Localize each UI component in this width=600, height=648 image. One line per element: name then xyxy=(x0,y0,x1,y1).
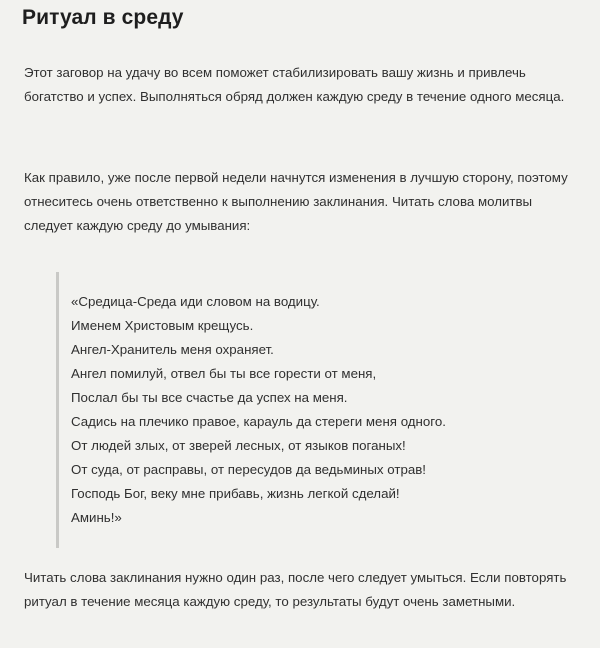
conclusion-paragraph: Читать слова заклинания нужно один раз, после чего следует умыться. Если повторять ритуал в течение месяца каждую среду, то результаты будут очень заметными. xyxy=(24,570,567,609)
prayer-blockquote xyxy=(56,272,576,548)
prayer-line: Ангел-Хранитель меня охраняет. xyxy=(71,342,274,357)
instructions-paragraph: Как правило, уже после первой недели начнутся изменения в лучшую сторону, поэтому отнеситесь очень ответственно к выполнению заклинания. Читать слова молитвы следует каждую среду до умывания: xyxy=(24,170,568,233)
prayer-line: Аминь!» xyxy=(71,510,122,525)
article-title: Ритуал в среду xyxy=(22,6,184,29)
prayer-line: От людей злых, от зверей лесных, от языков поганых! xyxy=(71,438,406,453)
prayer-line: Именем Христовым крещусь. xyxy=(71,318,254,333)
prayer-line: Господь Бог, веку мне прибавь, жизнь легкой сделай! xyxy=(71,486,400,501)
prayer-line: «Средица-Среда иди словом на водицу. xyxy=(71,294,320,309)
prayer-line: Ангел помилуй, отвел бы ты все горести от меня, xyxy=(71,366,377,381)
intro-paragraph: Этот заговор на удачу во всем поможет стабилизировать вашу жизнь и привлечь богатство и успех. Выполняться обряд должен каждую среду в течение одного месяца. xyxy=(24,65,565,104)
prayer-line: Послал бы ты все счастье да успех на меня. xyxy=(71,390,348,405)
prayer-line: Садись на плечико правое, карауль да стереги меня одного. xyxy=(71,414,446,429)
prayer-line: От суда, от расправы, от пересудов да ведьминых отрав! xyxy=(71,462,426,477)
